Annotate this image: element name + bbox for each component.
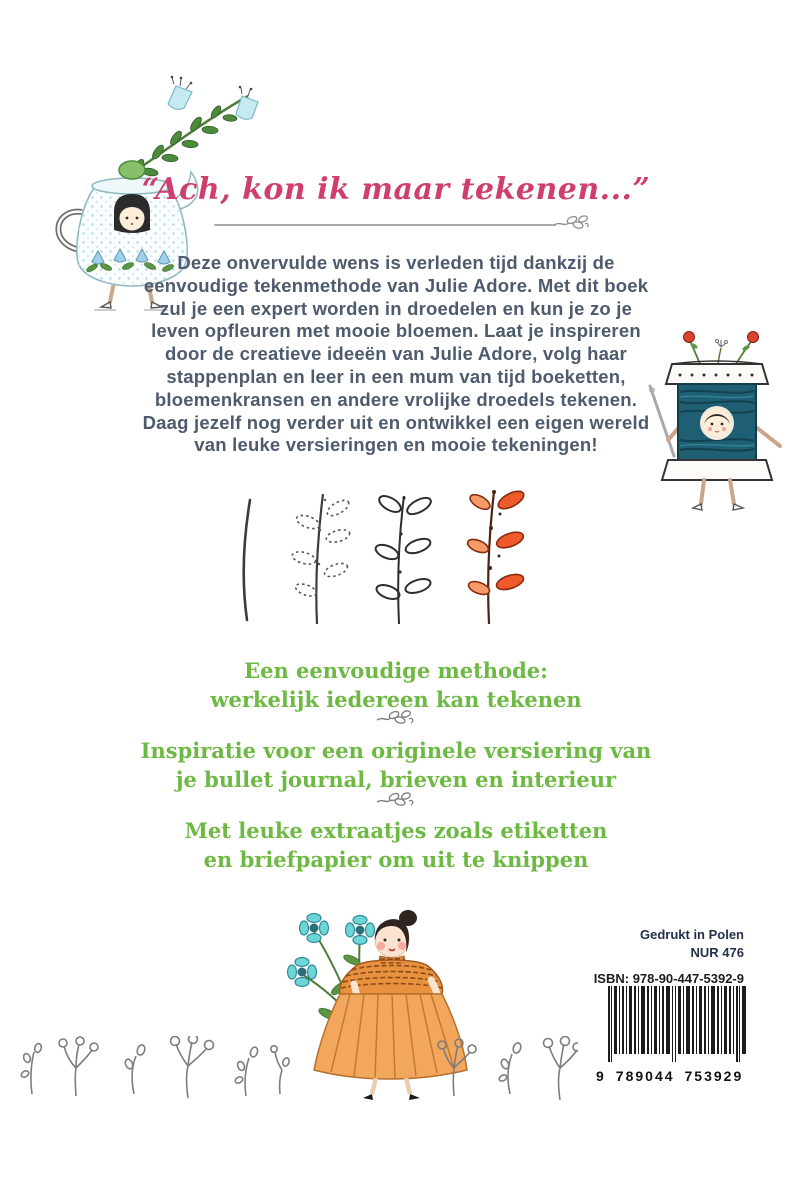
intro-line: Deze onvervulde wens is verleden tijd dankzij de	[177, 252, 615, 273]
step3-outline-flower	[374, 493, 434, 624]
sprig-doodle-icon	[20, 1036, 578, 1100]
section-line: en briefpapier om uit te knippen	[203, 847, 589, 872]
section-extras	[0, 816, 792, 874]
intro-line: door de creatieve ideeën van Julie Adore, volg haar	[165, 343, 627, 365]
intro-paragraph	[96, 252, 696, 457]
section-line: Inspiratie voor een originele versiering van	[140, 738, 652, 763]
step4-colored-flower	[466, 488, 527, 624]
section-divider	[0, 790, 792, 810]
intro-line: Daag jezelf nog verder uit en ontwikkel een eigen wereld	[142, 411, 650, 433]
barcode-lead-digit: 9	[596, 1068, 606, 1084]
barcode-number: 9 789044 753929	[596, 1068, 744, 1084]
section-line: je bullet journal, brieven en interieur	[175, 767, 617, 792]
red-flower-icon	[684, 332, 759, 365]
section-method	[0, 656, 792, 714]
barcode	[596, 986, 748, 1084]
section-line: Met leuke extraatjes zoals etiketten	[184, 818, 608, 843]
quote-underline	[214, 224, 556, 226]
step2-dashed-flower	[291, 494, 351, 624]
leaf-divider-icon	[375, 790, 417, 810]
barcode-bars-icon	[608, 986, 748, 1062]
sprig-doodle-row	[18, 1036, 578, 1100]
intro-line: zul je een expert worden in droedelen en kun je zo je	[159, 297, 633, 319]
intro-line: eenvoudige tekenmethode van Julie Adore. Met dit boek	[143, 274, 649, 296]
section-divider	[0, 708, 792, 728]
intro-line: van leuke versieringen en mooie tekeningen!	[194, 434, 598, 456]
printed-in-label: Gedrukt in Polen	[639, 927, 744, 942]
cover-quote: “Ach, kon ik maar tekenen...”	[141, 172, 651, 207]
intro-line: stappenplan en leer in een mum van tijd boeketten,	[166, 365, 626, 387]
isbn-label: ISBN: 978-90-447-5392-9	[593, 971, 744, 986]
intro-line: bloemenkransen en andere vrolijke droedels tekenen.	[154, 388, 638, 410]
intro-line: leven opfleuren met mooie bloemen. Laat je inspireren	[151, 320, 641, 342]
section-line: Een eenvoudige methode:	[244, 658, 548, 683]
thread-spool-character-illustration	[642, 328, 792, 513]
leaf-flourish-icon	[552, 212, 590, 234]
needle-icon	[650, 386, 674, 456]
flower-drawing-steps-illustration	[226, 474, 566, 626]
print-info	[640, 926, 744, 962]
nur-label: NUR 476	[690, 945, 744, 960]
section-line: werkelijk iedereen kan tekenen	[210, 687, 582, 712]
section-inspiration	[0, 736, 792, 794]
hair-bun-icon	[399, 910, 417, 926]
leaf-divider-icon	[375, 708, 417, 728]
